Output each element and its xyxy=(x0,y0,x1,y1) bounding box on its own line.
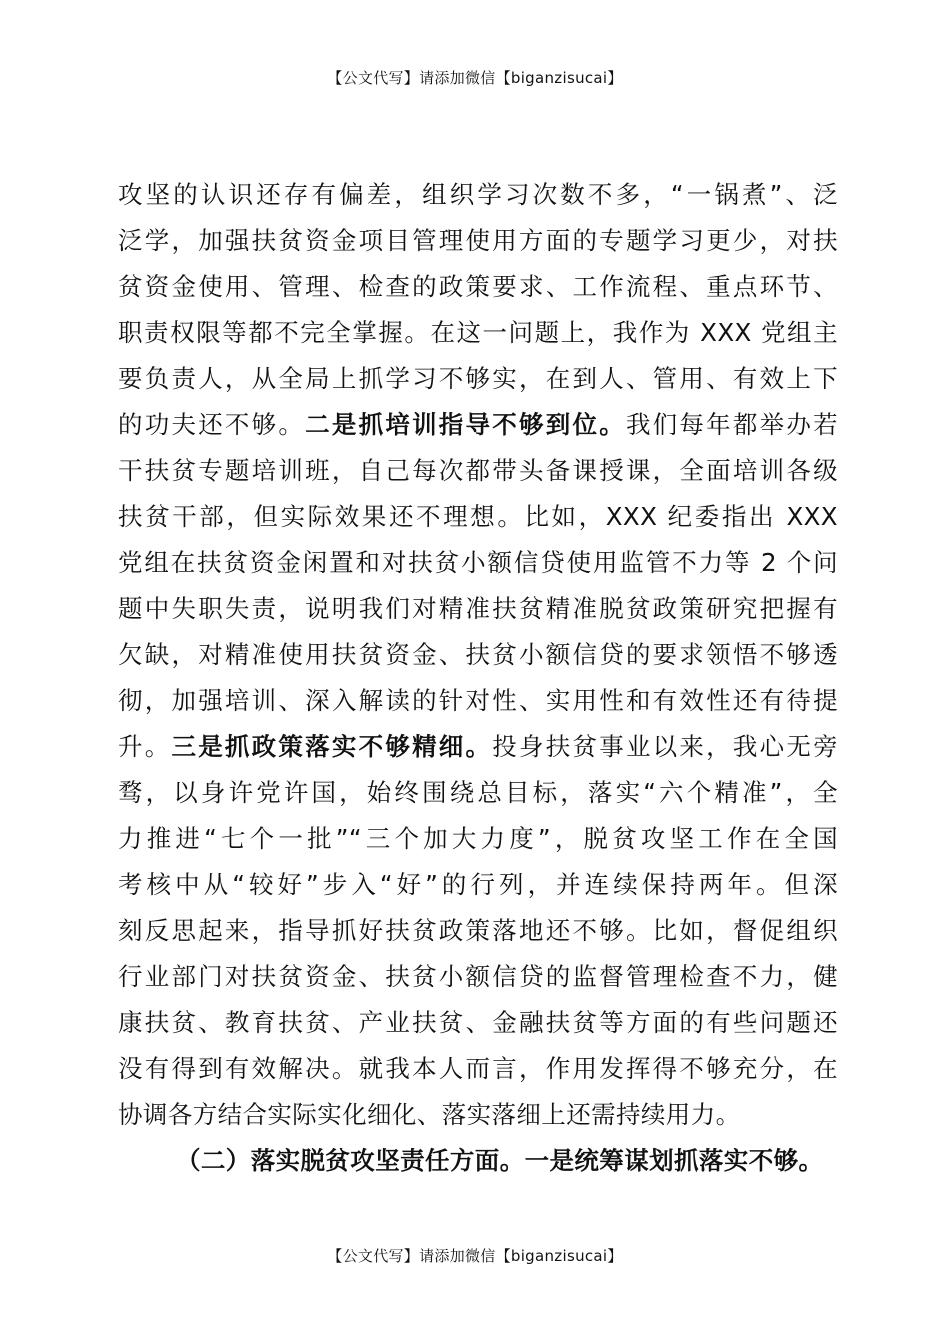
text-line: 康扶贫、教育扶贫、产业扶贫、金融扶贫等方面的有些问题还 xyxy=(118,1008,838,1037)
text-line: 刻反思起来，指导抓好扶贫政策落地还不够。比如，督促组织 xyxy=(118,916,838,945)
text-line: 力推进“七个一批”“三个加大力度”，脱贫攻坚工作在全国 xyxy=(118,824,838,853)
section-heading: （二）落实脱贫攻坚责任方面。一是统筹谋划抓落实不够。 xyxy=(176,1146,824,1175)
document-body xyxy=(118,172,838,1184)
text-line: 贫资金使用、管理、检查的政策要求、工作流程、重点环节、 xyxy=(118,272,838,301)
header-watermark: 【公文代写】请添加微信【biganzisucai】 xyxy=(327,69,623,87)
text-line: 攻坚的认识还存有偏差，组织学习次数不多，“一锅煮”、泛 xyxy=(118,180,838,209)
text-line: 党组在扶贫资金闲置和对扶贫小额信贷使用监管不力等 2 个问 xyxy=(118,548,838,577)
text-line: 协调各方结合实际实化细化、落实落细上还需持续用力。 xyxy=(118,1100,741,1129)
footer-watermark: 【公文代写】请添加微信【biganzisucai】 xyxy=(327,1247,623,1265)
text-line: 职责权限等都不完全掌握。在这一问题上，我作为 XXX 党组主 xyxy=(118,318,838,347)
text-line: 行业部门对扶贫资金、扶贫小额信贷的监督管理检查不力，健 xyxy=(118,962,838,991)
bold-point-two: 二是抓培训指导不够到位。 xyxy=(305,410,626,439)
text-line: 干扶贫专题培训班，自己每次都带头备课授课，全面培训各级 xyxy=(118,456,838,485)
text-line: 泛学，加强扶贫资金项目管理使用方面的专题学习更少，对扶 xyxy=(118,226,838,255)
text-line xyxy=(118,724,838,770)
text-line: 扶贫干部，但实际效果还不理想。比如，XXX 纪委指出 XXX xyxy=(118,502,838,531)
text-segment: 升。 xyxy=(118,732,172,761)
text-line: 没有得到有效解决。就我本人而言，作用发挥得不够充分，在 xyxy=(118,1054,838,1083)
text-line: 欠缺，对精准使用扶贫资金、扶贫小额信贷的要求领悟不够透 xyxy=(118,640,838,669)
text-segment: 我们每年都举办若 xyxy=(625,410,838,439)
text-line: 题中失职失责，说明我们对精准扶贫精准脱贫政策研究把握有 xyxy=(118,594,838,623)
text-line: 彻，加强培训、深入解读的针对性、实用性和有效性还有待提 xyxy=(118,686,838,715)
text-segment: 投身扶贫事业以来，我心无旁 xyxy=(492,732,838,761)
text-segment: 的功夫还不够。 xyxy=(118,410,306,439)
text-line: 骛，以身许党许国，始终围绕总目标，落实“六个精准”，全 xyxy=(118,778,838,807)
bold-point-three: 三是抓政策落实不够精细。 xyxy=(171,732,493,761)
text-line: 考核中从“较好”步入“好”的行列，并连续保持两年。但深 xyxy=(118,870,838,899)
text-line: 要负责人，从全局上抓学习不够实，在到人、管用、有效上下 xyxy=(118,364,838,393)
text-line xyxy=(118,402,838,448)
